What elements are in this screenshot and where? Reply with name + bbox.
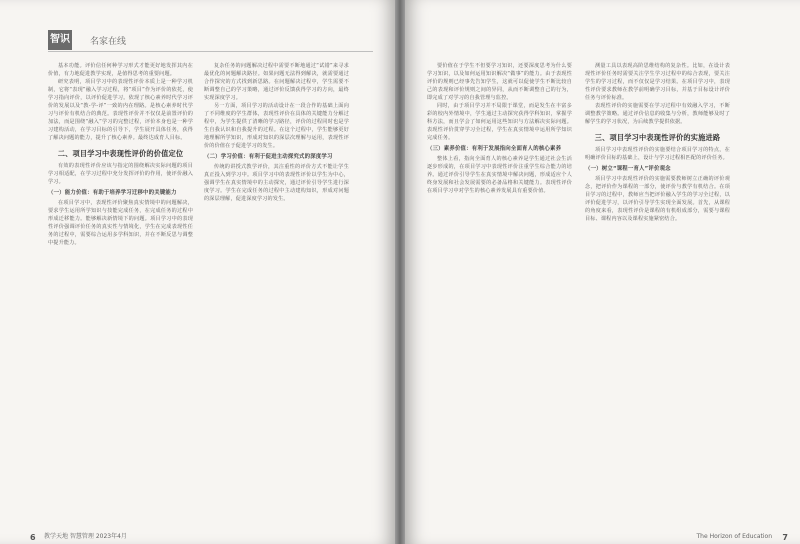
- right-page: [405, 0, 800, 544]
- paragraph: 整体上看，指向全面育人的核心素养是学生通过社会生活逐步形成的，在项目学习中表现性评价注重学生综合能力的培养。通过评价引导学生在真实情境中解决问题，形成适应个人终身发展和社会发展需要的必备品格和关键能力。表现性评价在项目学习中对学生的核心素养发展具有重要价值。: [427, 156, 572, 194]
- footer-journal-en: The Horizon of Education: [696, 533, 772, 540]
- section-heading: 二、项目学习中表现性评价的价值定位: [57, 149, 184, 158]
- book-gutter: [395, 0, 405, 544]
- subsection-heading: （一）能力价值：有助于培养学习迁移中的关键能力: [48, 190, 177, 196]
- right-column-1: [427, 62, 572, 195]
- paragraph: 在项目学习中，表现性评价聚焦真实情境中的问题解决，要求学生运用所学知识与技能完成任务，在完成任务的过程中形成迁移能力。能够解决新情境下的问题。项目学习中的表现性评价强调评价任务的真实性与情境化，学生在完成表现性任务的过程中，需要综合运用多学科知识，并在不断反思与调整中提升能力。: [48, 200, 193, 246]
- right-column-2: [585, 62, 730, 223]
- left-page: [0, 0, 395, 544]
- paragraph: 项目学习中表现性评价的实施要结合项目学习的特点，在明确评价目标的基础上，设计与学习过程相匹配的评价任务。: [585, 147, 730, 161]
- header-rule: [48, 51, 373, 52]
- footer-journal: 教学天地 智慧管理 2023年4月: [44, 533, 127, 540]
- subsection-heading: （一）树立“课程一育人”评价观念: [585, 166, 671, 172]
- paragraph: 另一方面，项目学习的活动设计在一段合作的基础上面向了不同维度的学生群体，表现性评价在具体的关键能力分解过程中，为学生提供了清晰的学习路径，评价的过程同时也是学生自我认识和自我提升的过程。在这个过程中，学生能够更好地理解所学知识，形成对知识的深层次理解与运用，表现性评价的价值在于促进学习的发生。: [204, 103, 349, 149]
- page-number-left: 6: [30, 533, 36, 542]
- section-tab: 智识: [48, 30, 72, 50]
- paragraph: 同时，由于项目学习并不局限于课堂，而是发生在丰富多彩的校内外情境中，学生通过主动探究获得学科知识，掌握学科方法，而且学会了如何运用这些知识与方法解决实际问题。表现性评价贯穿学习全过程，学生在真实情境中运用所学知识完成任务。: [427, 103, 572, 141]
- paragraph: 表现性评价的实施需要在学习过程中有效融入学习，不断调整教学策略。通过评价信息的收集与分析，教师能够及时了解学生的学习状况，为后续教学提供依据。: [585, 103, 730, 125]
- section-subtitle: 名家在线: [90, 37, 127, 47]
- paragraph: 基本功能。评价信任何种学习形式才能更好地发挥其内在价值，有力地促进教学实现，是值得思考的重要问题。: [48, 63, 193, 77]
- paragraph: 有效的表现性评价应该与指定的围绕解决实际问题的项目学习相适配，在学习过程中充分发挥评价的作用，使评价融入学习。: [48, 163, 193, 185]
- left-column-2: [204, 62, 349, 203]
- paragraph: 传统的讲授式教学评价，其注重性的评价方式不能让学生真正投入到学习中。项目学习中的表现性评价以学生为中心，强调学生在真实情境中的主动探究，通过评价引导学生进行深度学习。学生在完成任务的过程中主动建构知识，形成对问题的深层理解，促进深度学习的发生。: [204, 164, 349, 202]
- section-heading: 三、项目学习中表现性评价的实施进路: [594, 133, 721, 142]
- paragraph: 复杂任务的问题解决过程中需要不断地通过“试错”来寻求最优化的问题解决路径。如果问题无法得到解决，就需要通过合作探究的方式找到新思路。在问题解决过程中，学生需要不断调整自己的学习策略，通过评价反馈获得学习的方向，最终实现深度学习。: [204, 63, 349, 101]
- paragraph: 研究表明，项目学习中的表现性评价本质上是一种学习机制，它将“表现”融入学习过程，将“项目”作为评价的依托，使学习指向评价，以评价促进学习。依现了核心素养时代学习评价的发展以及“教-学-评”一致的内在理路。是核心素养时代学习与评价有机结合的典范。表现性评价并不仅仅是前置评价的加法，而是围绕“融入”学习的完整过程，评价本身也是一种学习建构活动，在学习目标的引导下，学生展开具体任务，获得了解决问题的能力，提升了核心素养。最终达成育人目标。: [48, 79, 193, 141]
- paragraph: 项目学习中表现性评价的实施需要教师树立正确的评价观念，把评价作为课程的一部分，使评价与教学有机结合。在项目学习的过程中，教师应当把评价融入学生的学习全过程，以评价促进学习，以评价引导学生实现全面发展。首先，从课程的角度来看，表现性评价是课程的有机组成部分，需要与课程目标、课程内容以及课程实施紧密结合。: [585, 176, 730, 222]
- paragraph: 要价值在于学生不但要学习知识，还要深度思考为什么要学习知识，以及如何运用知识解决“做事”的能力。由于表现性评价的规则已经事先告知学生，这就可以促使学生不断比较自己的表现和评价规则之间的异同，从而不断调整自己的行为，即完成了对学习的自我管理与监控。: [427, 63, 572, 101]
- left-column-1: [48, 62, 193, 247]
- subsection-heading: （二）学习价值：有利于促进主动探究式的深度学习: [204, 154, 333, 160]
- subsection-heading: （三）素养价值：有利于发展指向全面育人的核心素养: [427, 146, 562, 152]
- paragraph: 测量工具以表现高阶思维结构的复杂性。比如，在设计表现性评价任务时需要关注学生学习过程中的综合表现，要关注学生的学习过程，而不仅仅是学习结果。在项目学习中，表现性评价要求教师在教学前明确学习目标，并基于目标设计评价任务与评价标准。: [585, 63, 730, 101]
- page-number-right: 7: [782, 533, 788, 542]
- page-header: [0, 30, 395, 52]
